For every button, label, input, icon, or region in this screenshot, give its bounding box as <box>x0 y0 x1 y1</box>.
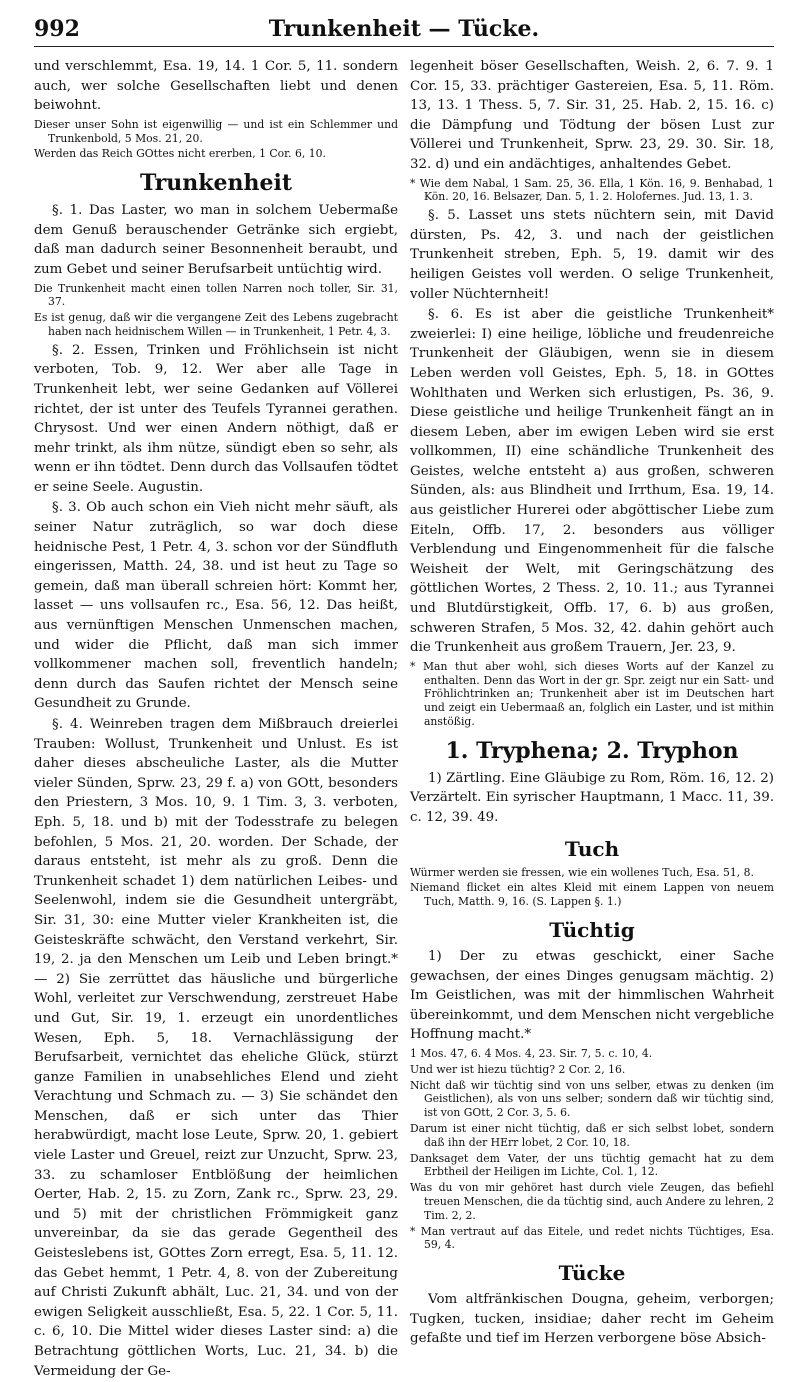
paragraph-tuecke: Vom altfränkischen Dougna, geheim, verborgen; Tugken, tucken, insidiae; daher recht im Geheim gefaßte und tief im Herzen verborgene böse Absich- <box>410 1292 774 1347</box>
footnote: * Man thut aber wohl, sich dieses Worts auf der Kanzel zu enthalten. Denn das Wort in der gr. Spr. zeigt nur ein Satt- und Fröhlichtrinken an; Trunkenheit aber ist im Deutschen hart und zeigt ein Uebermaaß an, folglich ein Laster, und ist mithin anstößig. <box>410 659 774 728</box>
intro-note: Dieser unser Sohn ist eigenwillig — und ist ein Schlemmer und Trunkenbold, 5 Mos. 21, 20. <box>34 117 398 145</box>
tuechtig-note: Danksaget dem Vater, der uns tüchtig gemacht hat zu dem Erbtheil der Heiligen im Lichte, Col. 1, 12. <box>410 1151 774 1179</box>
tuechtig-note: Was du von mir gehöret hast durch viele Zeugen, das befiehl treuen Menschen, die da tüchtig sind, auch Andere zu lehren, 2 Tim. 2, 2. <box>410 1181 774 1222</box>
tuechtig-note: * Man vertraut auf das Eitele, und redet nichts Tüchtiges, Esa. 59, 4. <box>410 1224 774 1252</box>
right-column <box>410 57 774 1382</box>
left-column <box>34 57 398 1382</box>
running-title: Trunkenheit — Tücke. <box>268 16 540 42</box>
paragraph-5: §. 5. Lasset uns stets nüchtern sein, mit David dürsten, Ps. 42, 3. und nach der geistlichen Trunkenheit streben, Eph. 5, 19. damit wir des heiligen Geistes voll werden. O selige Trunkenheit, voller Nüchternheit! <box>410 208 774 302</box>
tuch-note: Würmer werden sie fressen, wie ein wollenes Tuch, Esa. 51, 8. <box>410 865 754 879</box>
page-number: 992 <box>34 16 80 42</box>
paragraph-tryphena: 1) Zärtling. Eine Gläubige zu Rom, Röm. 16, 12. 2) Verzärtelt. Ein syrischer Hauptmann, 1 Macc. 11, 39. c. 12, 39. 49. <box>410 770 774 825</box>
footnote: Es ist genug, daß wir die vergangene Zeit des Lebens zugebracht haben nach heidnischem Willen — in Trunkenheit, 1 Petr. 4, 3. <box>34 311 398 338</box>
footnote: * Wie dem Nabal, 1 Sam. 25, 36. Ella, 1 Kön. 16, 9. Benhabad, 1 Kön. 20, 16. Belsazer, Dan. 5, 1. 2. Holofernes. Jud. 13, 1. 3. <box>410 176 774 204</box>
section-heading-tuechtig: Tüchtig <box>549 917 635 942</box>
intro-note: Werden das Reich GOttes nicht ererben, 1 Cor. 6, 10. <box>34 147 326 161</box>
paragraph-4: §. 4. Weinreben tragen dem Mißbrauch dreierlei Trauben: Wollust, Trunkenheit und Unlust. Es ist daher dieses abscheuliche Laster, als die Mutter vieler Sünden, Sprw. 23, 29 f. a) von GOtt, besonders den Priestern, 3 Mos. 10, 9. 1 Tim. 3, 3. verboten, Eph. 5, 18. und b) mit der Todesstrafe zu belegen befohlen, 5 Mos. 21, 20. worden. Der Schade, der daraus entsteht, ist mehr als zu groß. Denn die Trunkenheit schadet 1) dem natürlichen Leibes- und Seelenwohl, indem sie die Gesundheit untergräbt, Sir. 31, 30: eine Mutter vieler Krankheiten ist, die Geisteskräfte schwächt, den Verstand verkehrt, Sir. 19, 2. ja den Menschen um Leib und Leben bringt.* — 2) Sie zerrüttet das häusliche und bürgerliche Wohl, verleitet zur Verschwendung, zerstreuet Habe und Gut, Sir. 19, 1. erzeugt ein unordentliches Wesen, Eph. 5, 18. Vernachlässigung der Berufsarbeit, vernichtet das eheliche Glück, stürzt ganze Familien in unabsehliches Elend und zieht Verachtung und Schmach zu. — 3) Sie schändet den Menschen, daß er sich unter das Thier herabwürdigt, macht lose Leute, Sprw. 20, 1. gebiert viele Laster und Greuel, reizt zur Unzucht, Sprw. 23, 33. zu schamloser Entblößung der heimlichen Oerter, Hab. 2, 15. zu Zorn, Zank rc., Sprw. 23, 29. und 5) mit der christlichen Frömmigkeit ganz unvereinbar, da sie das gerade Gegentheil des Geisteslebens ist, GOttes Zorn erregt, Esa. 5, 11. 12. das Gebet hemmt, 1 Petr. 4, 8. von der Zubereitung auf Christi Zukunft abhält, Luc. 21, 34. und von der ewigen Seligkeit ausschließt, Esa. 5, 22. 1 Cor. 5, 11. c. 6, 10. Die Mittel wider dieses Laster sind: a) die Betrachtung göttlichen Worts, Luc. 21, 34. b) die Vermeidung der Ge- <box>34 717 398 1379</box>
tuch-note: Niemand flicket ein altes Kleid mit einem Lappen von neuem Tuch, Matth. 9, 16. (S. Lappen §. 1.) <box>410 881 774 909</box>
section-heading-tryphena: 1. Tryphena; 2. Tryphon <box>445 737 739 764</box>
footnote: Die Trunkenheit macht einen tollen Narren noch toller, Sir. 31, 37. <box>34 281 398 309</box>
section-heading-tuecke: Tücke <box>558 1261 626 1286</box>
tuechtig-note: Und wer ist hiezu tüchtig? 2 Cor. 2, 16. <box>410 1062 626 1076</box>
continued-paragraph: legenheit böser Gesellschaften, Weish. 2, 6. 7. 9. 1 Cor. 15, 33. prächtiger Gastereien, Esa. 5, 11. Röm. 13, 13. 1 Thess. 5, 7. Sir. 31, 25. Hab. 2, 15. 16. c) die Dämpfung und Tödtung der bösen Lust zur Völlerei und Trunkenheit, Sprw. 23, 29. 30. Sir. 18, 32. d) und ein andächtiges, anhaltendes Gebet. <box>410 59 774 172</box>
tuechtig-note: Nicht daß wir tüchtig sind von uns selber, etwas zu denken (im Geistlichen), als von uns selber; sondern daß wir tüchtig sind, ist von GOtt, 2 Cor. 3, 5. 6. <box>410 1078 774 1120</box>
page-header <box>34 12 774 47</box>
paragraph-2: §. 2. Essen, Trinken und Fröhlichsein ist nicht verboten, Tob. 9, 12. Wer aber alle Tage in Trunkenheit lebt, wer seine Gedanken auf Völlerei richtet, der ist unter des Teufels Tyrannei gerathen. Chrysost. Und wer einen Andern nöthigt, daß er mehr trinkt, als ihm nütze, sündigt eben so sehr, als wenn er ihn tödtet. Denn durch das Vollsaufen tödtet er seine Seele. Augustin. <box>34 342 398 495</box>
tuechtig-note: 1 Mos. 47, 6. 4 Mos. 4, 23. Sir. 7, 5. c. 10, 4. <box>410 1046 653 1060</box>
paragraph-6: §. 6. Es ist aber die geistliche Trunkenheit* zweierlei: I) eine heilige, löbliche und freudenreiche Trunkenheit der Gläubigen, wenn sie in diesem Leben werden voll Geistes, Eph. 5, 18. in GOttes Wohlthaten und Werken sich erlustigen, Ps. 36, 9. Diese geistliche und heilige Trunkenheit fängt an in diesem Leben, aber im ewigen Leben wird sie erst vollkommen, II) eine schändliche Trunkenheit des Geistes, welche entsteht a) aus großen, schweren Sünden, als: aus Blindheit und Irrthum, Esa. 19, 14. aus geistlicher Hurerei oder abgöttischer Liebe zum Eiteln, Offb. 17, 2. besonders aus völliger Verblendung und Eingenommenheit für die falsche Weisheit der Welt, mit Geringschätzung des göttlichen Wortes, 2 Thess. 2, 10. 11.; aus Tyrannei und Blutdürstigkeit, Offb. 17, 6. b) aus großen, schweren Strafen, 5 Mos. 32, 42. dahin gehört auch die Trunkenheit aus großem Trauern, Jer. 23, 9. <box>410 307 774 656</box>
paragraph-3: §. 3. Ob auch schon ein Vieh nicht mehr säuft, als seiner Natur zuträglich, so war doch diese heidnische Pest, 1 Petr. 4, 3. schon vor der Sündfluth eingerissen, Matth. 24, 38. und ist heut zu Tage so gemein, daß man überall schreien hört: Kommt her, lasset — uns vollsaufen rc., Esa. 56, 12. Das heißt, aus vernünftigen Menschen Unmenschen machen, und wider die Pflicht, daß man sich immer vollkommener machen soll, freventlich handeln; denn durch das Saufen richtet der Mensch seine Gesundheit zu Grunde. <box>34 500 398 712</box>
intro-paragraph: und verschlemmt, Esa. 19, 14. 1 Cor. 5, 11. sondern auch, wer solche Gesellschaften liebt und denen beiwohnt. <box>34 59 398 114</box>
paragraph-tuechtig: 1) Der zu etwas geschickt, einer Sache gewachsen, der eines Dinges genugsam mächtig. 2) Im Geistlichen, was mit der himmlischen Wahrheit übereinkommt, und dem Menschen nicht vergebliche Hoffnung macht.* <box>410 948 774 1043</box>
text-columns <box>34 57 774 1382</box>
section-heading-tuch: Tuch <box>564 836 620 861</box>
paragraph-1: §. 1. Das Laster, wo man in solchem Uebermaße dem Genuß berauschender Getränke sich ergiebt, daß man dadurch seiner Besonnenheit beraubt, und zum Gebet und seiner Berufsarbeit untüchtig wird. <box>34 203 398 277</box>
tuechtig-note: Darum ist einer nicht tüchtig, daß er sich selbst lobet, sondern daß ihn der HErr lobet, 2 Cor. 10, 18. <box>410 1121 774 1149</box>
section-heading-trunkenheit: Trunkenheit <box>139 170 293 197</box>
